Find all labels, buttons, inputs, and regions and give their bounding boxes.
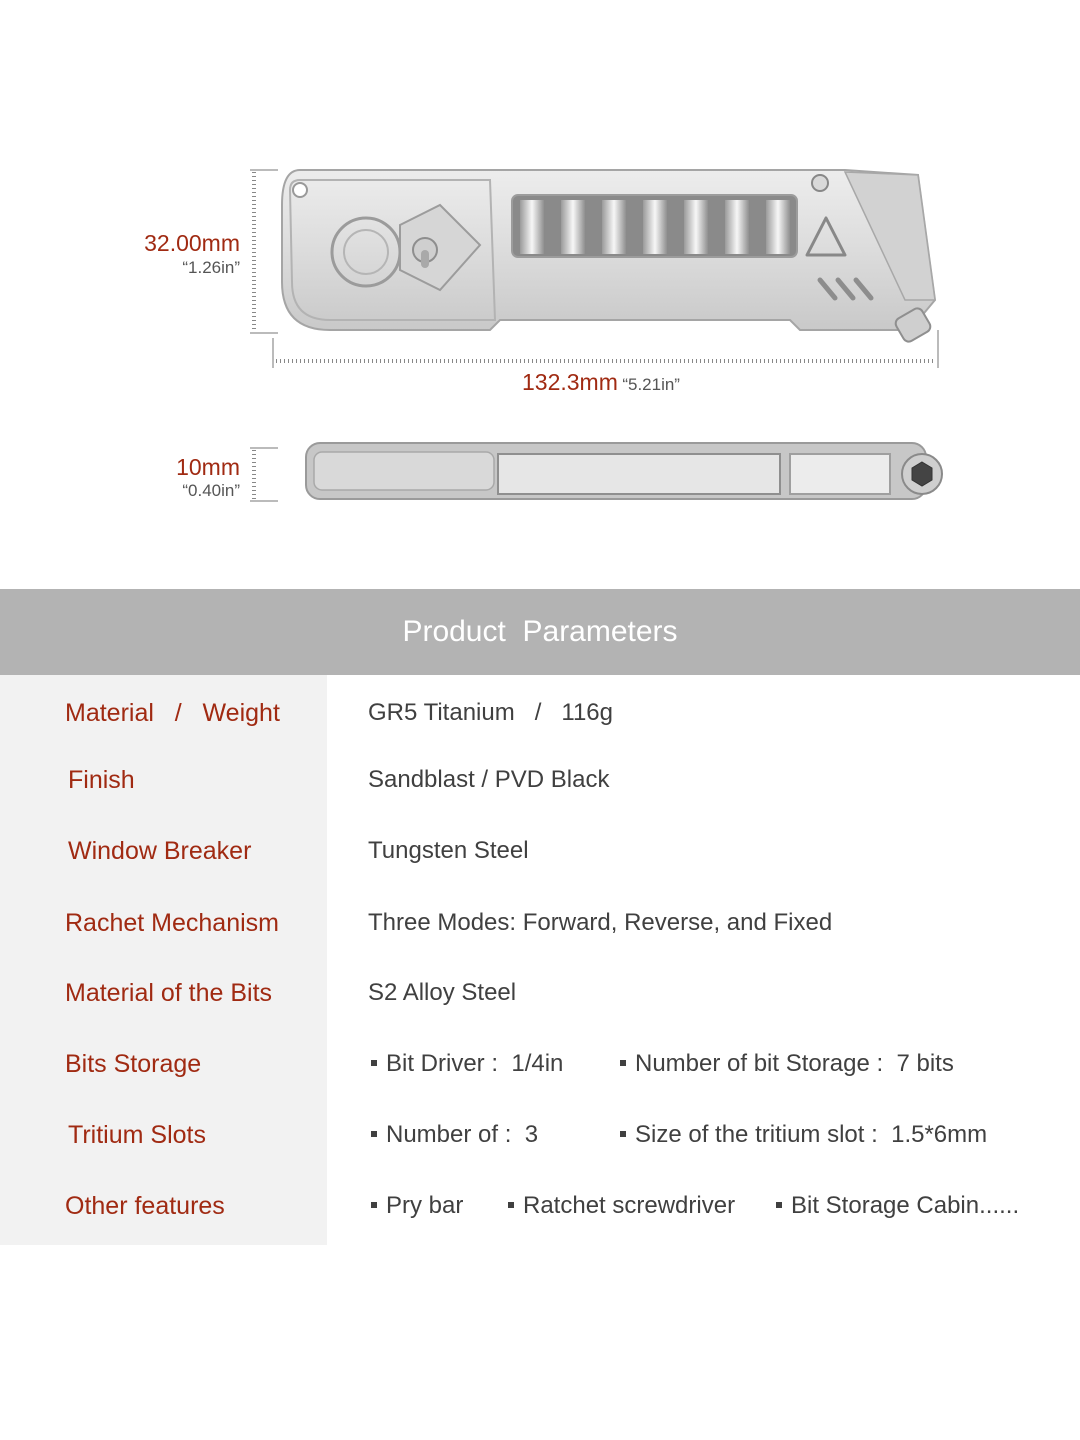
row-label-bits-material: Material of the Bits bbox=[65, 979, 273, 1007]
bits-storage-item: Number of bit Storage : 7 bits bbox=[620, 1050, 954, 1078]
row-label-finish: Finish bbox=[68, 766, 135, 794]
row-label-tritium-slots: Tritium Slots bbox=[68, 1121, 206, 1149]
height-dimension-imperial: “1.26in” bbox=[182, 258, 240, 277]
section-title: Product Parameters bbox=[0, 589, 1080, 675]
row-label-window-breaker: Window Breaker bbox=[68, 837, 252, 865]
row-value-window-breaker: Tungsten Steel bbox=[368, 837, 529, 864]
tritium-slots-item: Number of : 3 bbox=[371, 1121, 538, 1149]
row-label-ratchet-mechanism: Rachet Mechanism bbox=[65, 909, 279, 937]
other-features-item: Bit Storage Cabin...... bbox=[776, 1192, 1019, 1220]
row-label-other-features: Other features bbox=[65, 1192, 225, 1220]
other-features-item: Ratchet screwdriver bbox=[508, 1192, 735, 1220]
length-dimension bbox=[522, 369, 680, 396]
row-value-material-weight: GR5 Titanium / 116g bbox=[368, 699, 614, 726]
label-column bbox=[0, 675, 327, 1245]
tool-top-view bbox=[240, 160, 960, 375]
bits-storage-item: Bit Driver : 1/4in bbox=[371, 1050, 563, 1078]
thickness-dimension-value: 10mm bbox=[176, 454, 240, 480]
tritium-slots-item: Size of the tritium slot : 1.5*6mm bbox=[620, 1121, 987, 1149]
length-dimension-value: 132.3mm bbox=[522, 369, 618, 395]
row-label-bits-storage: Bits Storage bbox=[65, 1050, 202, 1078]
row-label-material-weight: Material / Weight bbox=[65, 699, 280, 727]
other-features-item: Pry bar bbox=[371, 1192, 463, 1220]
height-dimension-value: 32.00mm bbox=[144, 230, 240, 256]
row-value-finish: Sandblast / PVD Black bbox=[368, 766, 610, 793]
row-value-ratchet-mechanism: Three Modes: Forward, Reverse, and Fixed bbox=[368, 909, 833, 936]
row-value-bits-material: S2 Alloy Steel bbox=[368, 979, 517, 1006]
tool-side-view bbox=[240, 440, 960, 510]
thickness-dimension-imperial: “0.40in” bbox=[182, 481, 240, 500]
length-dimension-imperial: “5.21in” bbox=[622, 375, 680, 394]
